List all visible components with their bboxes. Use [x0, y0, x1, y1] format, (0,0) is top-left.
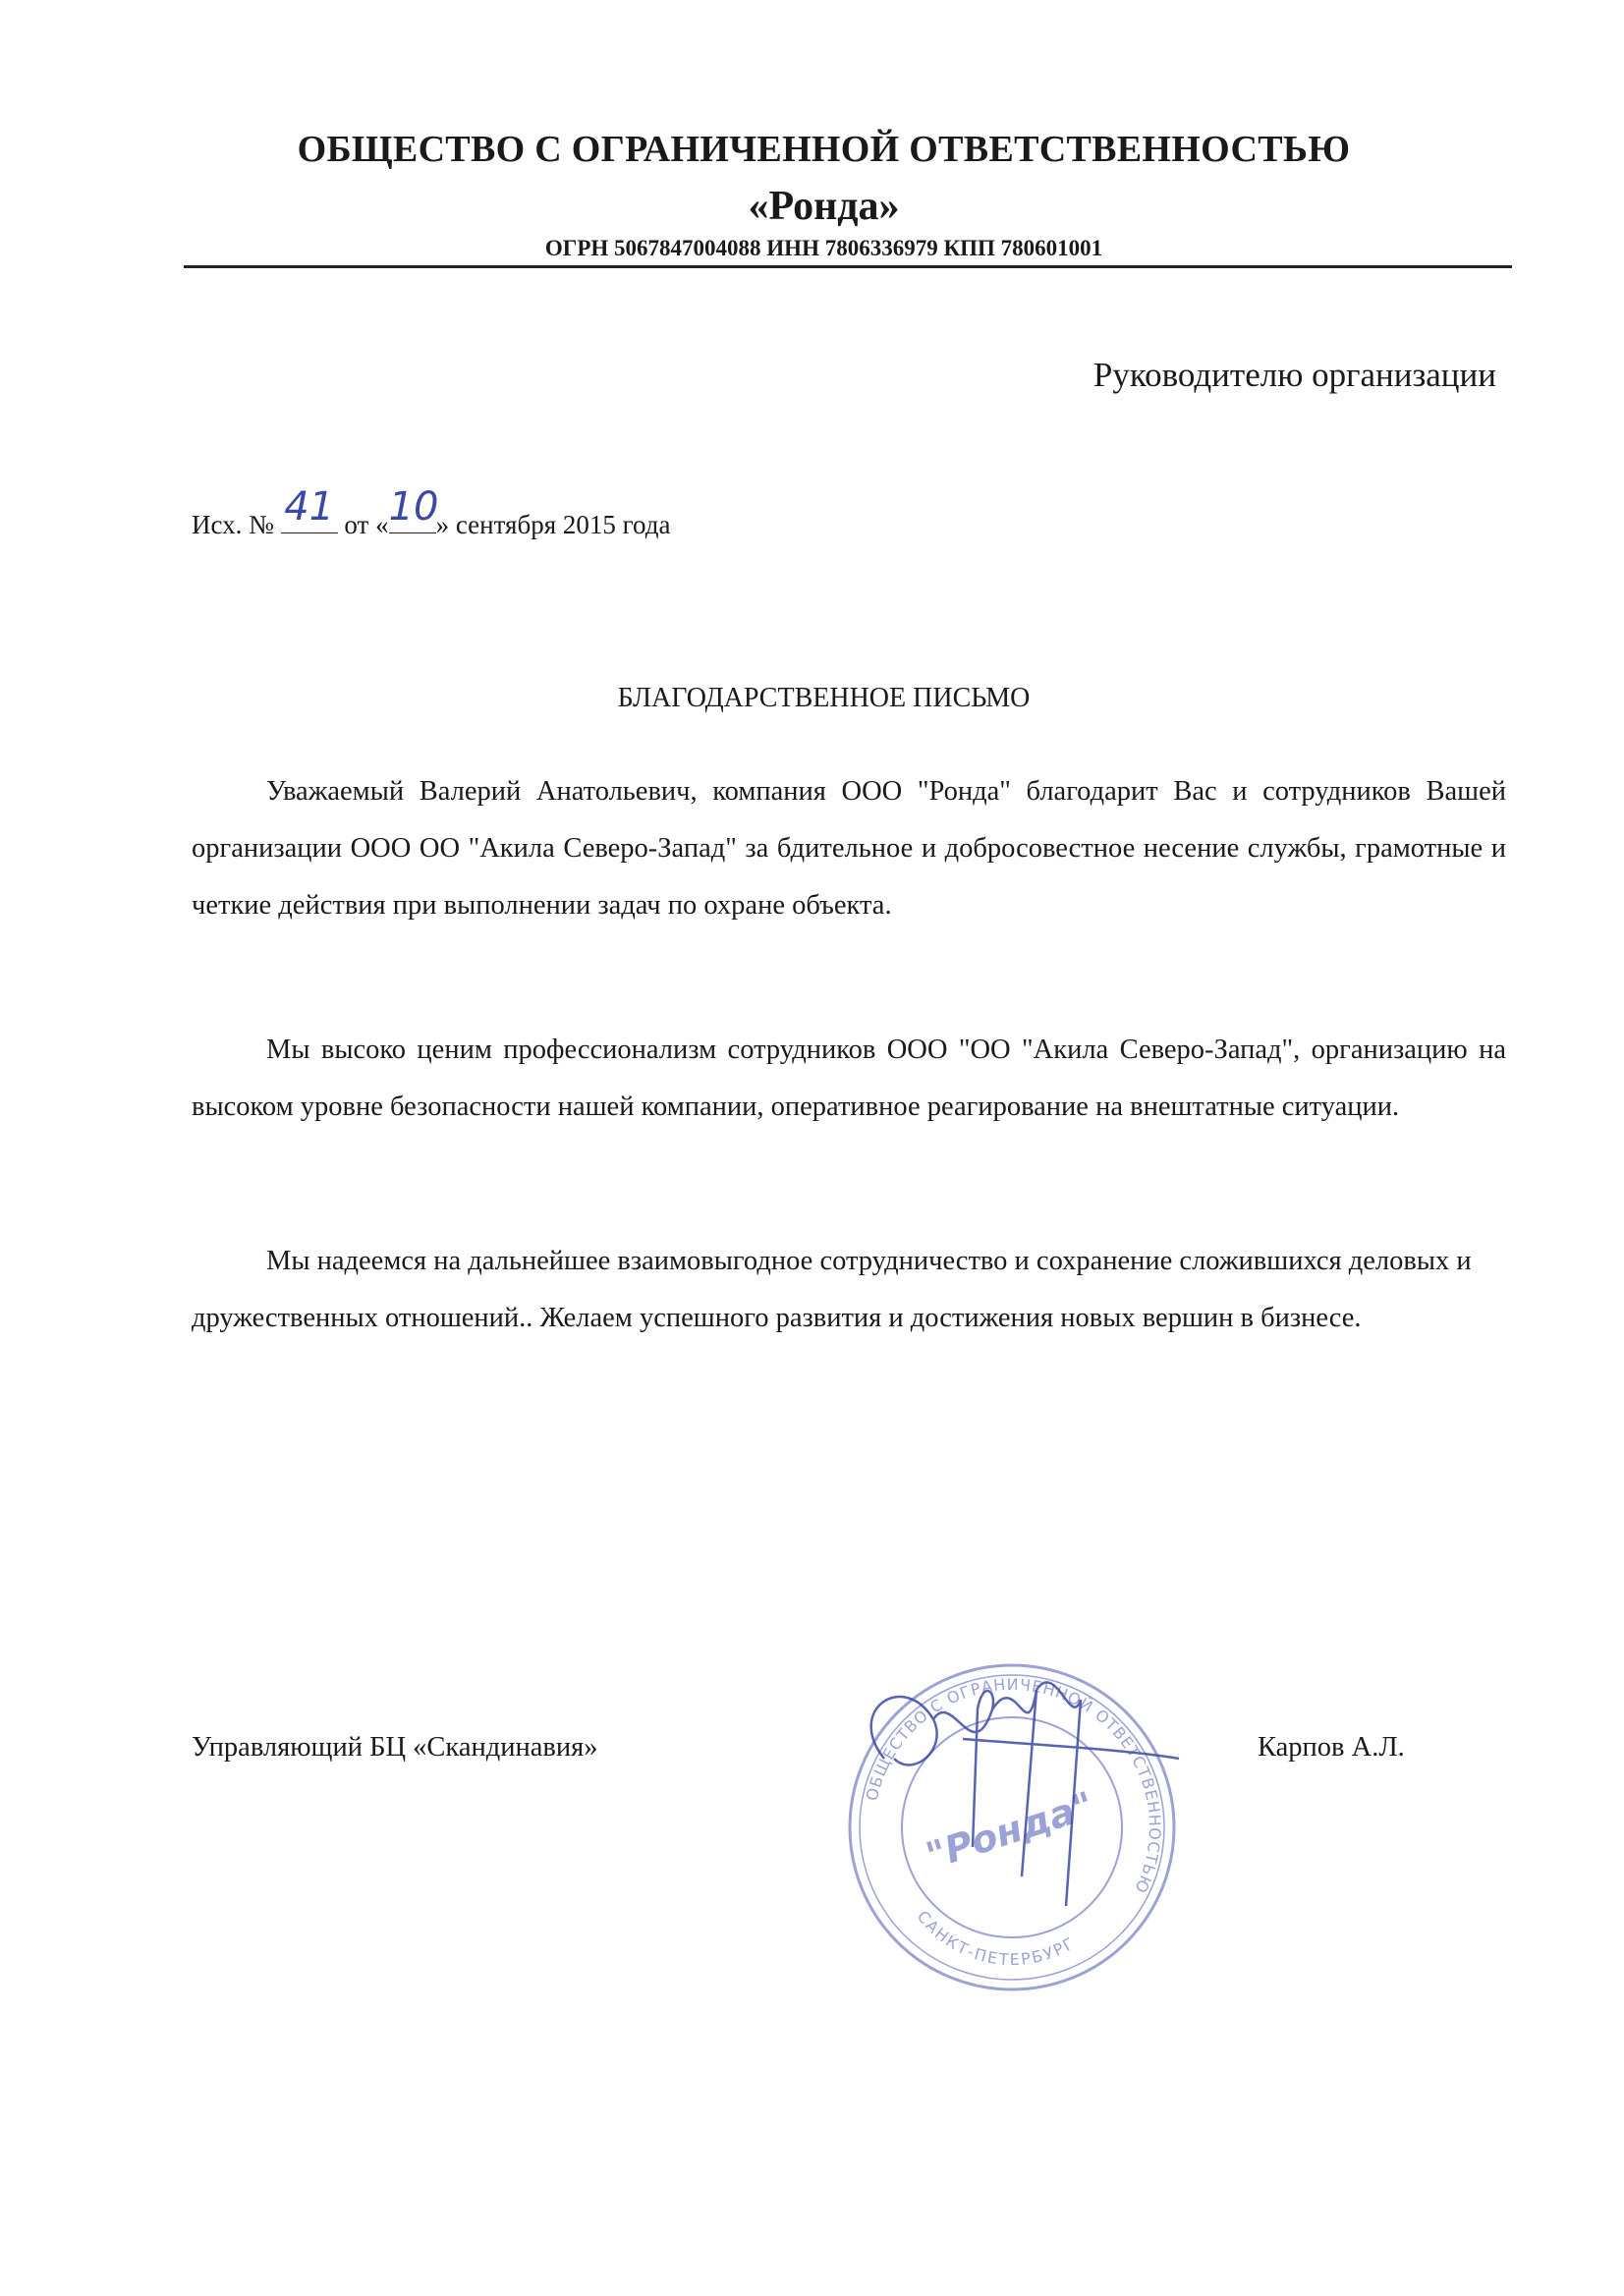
letterhead-divider: [184, 265, 1512, 268]
addressee: Руководителю организации: [1092, 356, 1496, 394]
stamp-center-text: "Ронда": [921, 1783, 1099, 1878]
reference-from-close: » сентября 2015 года: [435, 510, 671, 539]
paragraph: Мы надеемся на дальнейшее взаимовыгодное сотрудничество и сохранение сложившихся деловых и дружественных отношений.. Желаем успешного развития и достижения новых вершин в бизнесе.: [192, 1246, 1472, 1333]
stamp-city: САНКТ-ПЕТЕРБУРГ: [913, 1907, 1080, 1970]
reference-number-field: [281, 484, 338, 533]
company-stamp: [825, 1651, 1199, 2004]
letterhead-company-name: «Ронда»: [748, 184, 900, 229]
stamp-outer-text: ОБЩЕСТВО С ОГРАНИЧЕННОЙ ОТВЕТСТВЕННОСТЬЮ: [862, 1674, 1165, 1897]
reference-day: 10: [388, 484, 439, 530]
reference-day-field: [388, 484, 439, 533]
signatory-name: Карпов А.Л.: [1258, 1732, 1405, 1763]
letterhead-company-form: ОБЩЕСТВО С ОГРАНИЧЕННОЙ ОТВЕТСТВЕННОСТЬЮ: [297, 129, 1351, 170]
signatory-position: Управляющий БЦ «Скандинавия»: [192, 1732, 598, 1763]
reference-prefix: Исх. №: [192, 510, 274, 539]
paragraph: Мы высоко ценим профессионализм сотрудников ООО "ОО "Акила Северо-Запад", организацию на высоком уровне безопасности нашей компании, оперативное реагирование на внештатные ситуации.: [192, 1035, 1506, 1122]
paragraph: Уважаемый Валерий Анатольевич, компания ООО "Ронда" благодарит Вас и сотрудников Вашей организации ООО ОО "Акила Северо-Запад" за бдительное и добросовестное несение службы, грамотные и четкие действия при выполнении задач по охране объекта.: [192, 776, 1506, 921]
letter-title: БЛАГОДАРСТВЕННОЕ ПИСЬМО: [617, 683, 1031, 713]
reference-from-open: от «: [344, 510, 389, 539]
reference-number: 41: [284, 484, 335, 530]
letterhead-registration: ОГРН 5067847004088 ИНН 7806336979 КПП 780601001: [544, 236, 1103, 260]
reference-line: [192, 484, 671, 540]
svg-text:САНКТ-ПЕТЕРБУРГ: [914, 1907, 1079, 1969]
